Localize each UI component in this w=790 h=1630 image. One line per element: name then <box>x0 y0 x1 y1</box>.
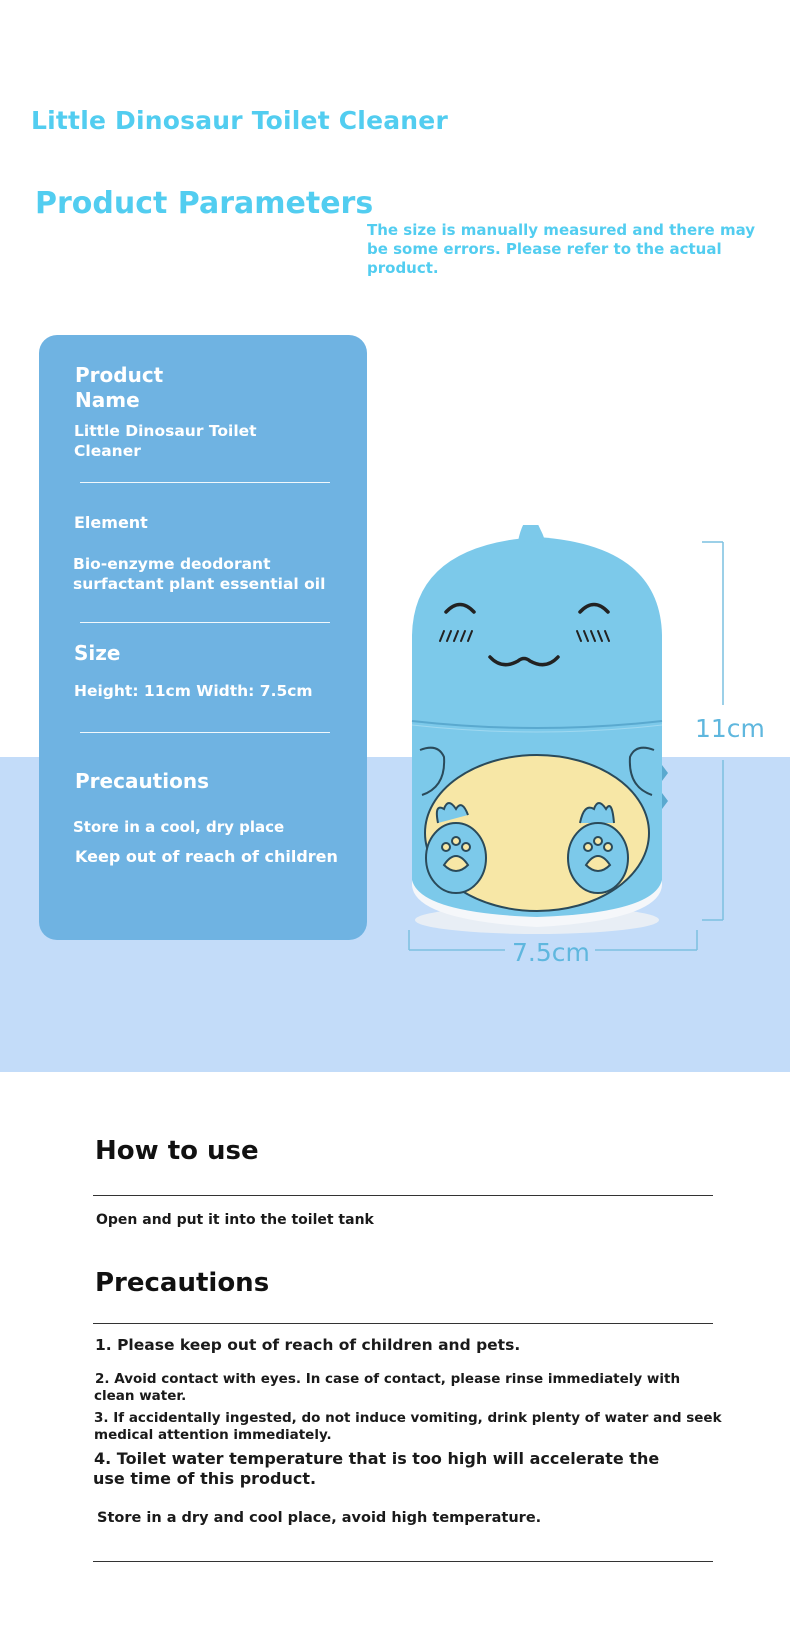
bottom-divider <box>93 1561 713 1562</box>
precaution-line-4b: use time of this product. <box>93 1469 317 1488</box>
size-note-text: The size is manually measured and there may be some errors. Please refer to the actual product. <box>367 221 756 277</box>
how-to-use-text: Open and put it into the toilet tank <box>96 1212 374 1228</box>
precaution-line-1: 1. Please keep out of reach of children and pets. <box>95 1336 521 1354</box>
size-note <box>367 221 777 278</box>
product-name-value-1: Little Dinosaur Toilet <box>74 422 257 440</box>
precaution-item-1: Store in a cool, dry place <box>73 818 285 836</box>
element-value-1: Bio-enzyme deodorant <box>73 555 271 573</box>
precaution-line-3b: medical attention immediately. <box>94 1427 332 1443</box>
element-value-2: surfactant plant essential oil <box>73 575 326 593</box>
precaution-line-4a: 4. Toilet water temperature that is too high will accelerate the <box>94 1449 660 1468</box>
how-to-use-heading: How to use <box>95 1136 259 1166</box>
size-value: Height: 11cm Width: 7.5cm <box>74 682 313 700</box>
product-name-label-2: Name <box>75 388 140 412</box>
precaution-line-2a: 2. Avoid contact with eyes. In case of contact, please rinse immediately with <box>95 1371 681 1387</box>
size-label: Size <box>74 641 121 665</box>
card-divider-2 <box>80 622 330 623</box>
product-name-value-2: Cleaner <box>74 442 141 460</box>
precautions-heading: Precautions <box>95 1268 270 1298</box>
precautions-divider <box>93 1323 713 1324</box>
parameters-heading: Product Parameters <box>35 186 374 221</box>
parameters-card <box>39 335 367 940</box>
dinosaur-product-image <box>400 525 700 945</box>
precaution-line-3a: 3. If accidentally ingested, do not induce vomiting, drink plenty of water and seek <box>94 1410 722 1426</box>
precaution-line-2b: clean water. <box>94 1388 187 1404</box>
card-divider-1 <box>80 482 330 483</box>
height-dimension-label: 11cm <box>695 714 765 743</box>
card-divider-3 <box>80 732 330 733</box>
storage-note: Store in a dry and cool place, avoid high temperature. <box>97 1510 542 1526</box>
precautions-label: Precautions <box>75 769 209 793</box>
width-dimension-label: 7.5cm <box>512 938 590 967</box>
precaution-item-2: Keep out of reach of children <box>75 847 338 866</box>
product-name-label-1: Product <box>75 363 164 387</box>
how-to-use-divider <box>93 1195 713 1196</box>
page-title: Little Dinosaur Toilet Cleaner <box>31 106 448 135</box>
element-label: Element <box>74 513 148 532</box>
